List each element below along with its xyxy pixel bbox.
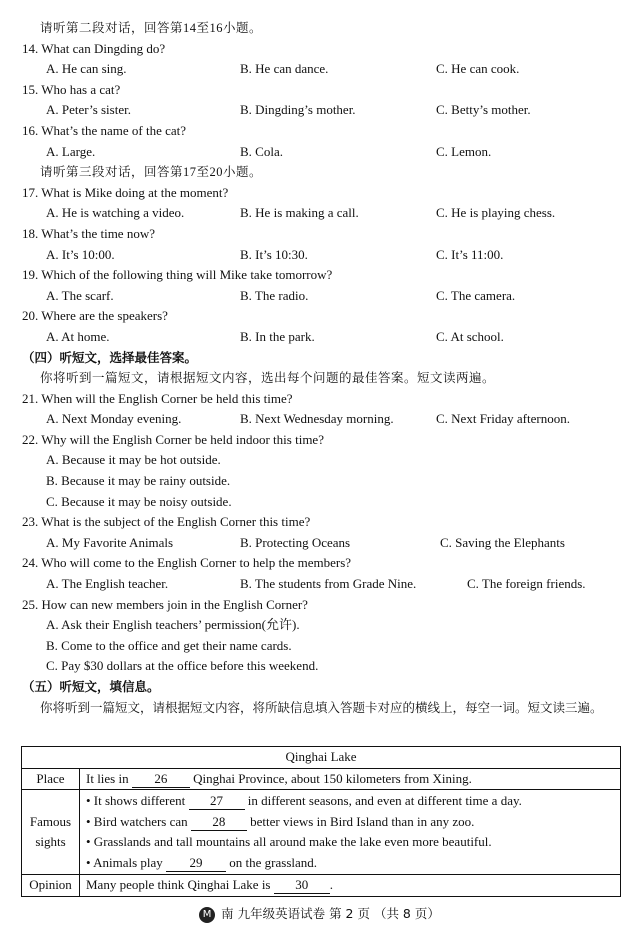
- option-24b: B. The students from Grade Nine.: [240, 576, 417, 592]
- footer-text: 南 九年级英语试卷 第 2 页 （共 8 页）: [221, 906, 440, 921]
- section-4-title: （四）听短文，选择最佳答案。: [22, 349, 198, 365]
- section-4-instruction: 你将听到一篇短文，请根据短文内容，选出每个问题的最佳答案。短文读两遍。: [40, 371, 496, 386]
- option-20a: A. At home.: [46, 328, 110, 344]
- option-20b: B. In the park.: [240, 328, 315, 344]
- option-16a: A. Large.: [46, 143, 96, 159]
- table-title: Qinghai Lake: [22, 747, 621, 769]
- opinion-cell: [80, 875, 621, 897]
- exam-page: [0, 18, 639, 718]
- option-16b: B. Cola.: [240, 143, 283, 159]
- blank-27[interactable]: 27: [189, 793, 245, 810]
- sight-1-post: in different seasons, and even at different time a day.: [247, 793, 522, 809]
- sight-4: [86, 853, 614, 874]
- opinion-post: .: [329, 877, 333, 893]
- sight-1-pre: • It shows different: [86, 793, 186, 809]
- sight-4-post: on the grassland.: [229, 854, 318, 870]
- option-14b: B. He can dance.: [240, 61, 329, 77]
- option-23b: B. Protecting Oceans: [240, 534, 351, 550]
- place-cell: [80, 768, 621, 790]
- question-17: 17. What is Mike doing at the moment?: [22, 184, 229, 200]
- options-19: [0, 286, 639, 307]
- option-19a: A. The scarf.: [46, 287, 114, 303]
- option-24c: C. The foreign friends.: [467, 576, 586, 592]
- question-25: 25. How can new members join in the English Corner?: [22, 596, 308, 612]
- option-18c: C. It’s 11:00.: [436, 246, 504, 262]
- options-21: [0, 409, 639, 430]
- option-23c: C. Saving the Elephants: [440, 534, 565, 550]
- option-25c: C. Pay $30 dollars at the office before this weekend.: [46, 658, 319, 674]
- question-19: 19. Which of the following thing will Mike take tomorrow?: [22, 267, 333, 283]
- page-footer: [0, 904, 639, 925]
- options-23: [0, 533, 639, 554]
- info-table: [21, 746, 621, 897]
- question-15: 15. Who has a cat?: [22, 81, 121, 97]
- option-22a: A. Because it may be hot outside.: [46, 452, 221, 468]
- option-15a: A. Peter’s sister.: [46, 102, 131, 118]
- sights-label-line1: Famous: [29, 813, 72, 829]
- options-14: [0, 59, 639, 80]
- place-pre: It lies in: [86, 770, 129, 786]
- sights-label-line2: sights: [35, 834, 66, 850]
- question-24: 24. Who will come to the English Corner to help the members?: [22, 555, 352, 571]
- place-post: Qinghai Province, about 150 kilometers from Xining.: [193, 770, 472, 786]
- publisher-logo-icon: M: [199, 907, 215, 923]
- instruction-part2: 请听第二段对话，回答第14至16小题。: [40, 21, 263, 35]
- option-15c: C. Betty’s mother.: [436, 102, 531, 118]
- option-22b: B. Because it may be rainy outside.: [46, 473, 231, 489]
- option-22c: C. Because it may be noisy outside.: [46, 493, 232, 509]
- option-18b: B. It’s 10:30.: [240, 246, 308, 262]
- option-15b: B. Dingding’s mother.: [240, 102, 356, 118]
- option-21b: B. Next Wednesday morning.: [240, 411, 394, 427]
- section-5-title: （五）听短文，填信息。: [22, 679, 160, 694]
- question-14: 14. What can Dingding do?: [22, 40, 166, 56]
- option-21a: A. Next Monday evening.: [46, 411, 182, 427]
- opinion-label: Opinion: [22, 875, 80, 897]
- options-15: [0, 100, 639, 121]
- sight-2: [86, 812, 614, 833]
- option-14c: C. He can cook.: [436, 61, 520, 77]
- options-20: [0, 327, 639, 348]
- option-25b: B. Come to the office and get their name cards.: [46, 637, 292, 653]
- question-23: 23. What is the subject of the English Corner this time?: [22, 514, 311, 530]
- question-18: 18. What’s the time now?: [22, 225, 155, 241]
- question-22: 22. Why will the English Corner be held indoor this time?: [22, 431, 324, 447]
- option-20c: C. At school.: [436, 328, 504, 344]
- question-16: 16. What’s the name of the cat?: [22, 122, 187, 138]
- option-21c: C. Next Friday afternoon.: [436, 411, 570, 427]
- sight-3: • Grasslands and tall mountains all around make the lake even more beautiful.: [86, 834, 492, 850]
- sight-2-pre: • Bird watchers can: [86, 813, 188, 829]
- option-23a: A. My Favorite Animals: [46, 534, 174, 550]
- sight-2-post: better views in Bird Island than in any zoo.: [250, 813, 475, 829]
- option-19c: C. The camera.: [436, 287, 516, 303]
- blank-30[interactable]: 30: [274, 877, 330, 894]
- option-18a: A. It’s 10:00.: [46, 246, 115, 262]
- opinion-pre: Many people think Qinghai Lake is: [86, 877, 271, 893]
- option-24a: A. The English teacher.: [46, 576, 169, 592]
- sights-label: [22, 790, 80, 875]
- option-14a: A. He can sing.: [46, 61, 127, 77]
- blank-29[interactable]: 29: [166, 855, 226, 872]
- options-17: [0, 203, 639, 224]
- option-17c: C. He is playing chess.: [436, 205, 556, 221]
- sight-4-pre: • Animals play: [86, 854, 163, 870]
- option-17b: B. He is making a call.: [240, 205, 359, 221]
- sights-cell: [80, 790, 621, 875]
- options-18: [0, 245, 639, 266]
- section-5-instruction: 你将听到一篇短文，请根据短文内容，将所缺信息填入答题卡对应的横线上，每空一词。短文读三遍。: [40, 700, 603, 715]
- question-20: 20. Where are the speakers?: [22, 308, 168, 324]
- instruction-part3: 请听第三段对话，回答第17至20小题。: [40, 165, 263, 180]
- blank-26[interactable]: 26: [132, 771, 190, 788]
- option-17a: A. He is watching a video.: [46, 205, 185, 221]
- sight-1: [86, 791, 614, 812]
- options-24: [0, 574, 639, 595]
- place-label: Place: [22, 768, 80, 790]
- blank-28[interactable]: 28: [191, 814, 247, 831]
- option-19b: B. The radio.: [240, 287, 309, 303]
- question-21: 21. When will the English Corner be held this time?: [22, 390, 293, 406]
- option-25a: A. Ask their English teachers’ permission(允许).: [46, 617, 300, 633]
- options-16: [0, 142, 639, 163]
- option-16c: C. Lemon.: [436, 143, 492, 159]
